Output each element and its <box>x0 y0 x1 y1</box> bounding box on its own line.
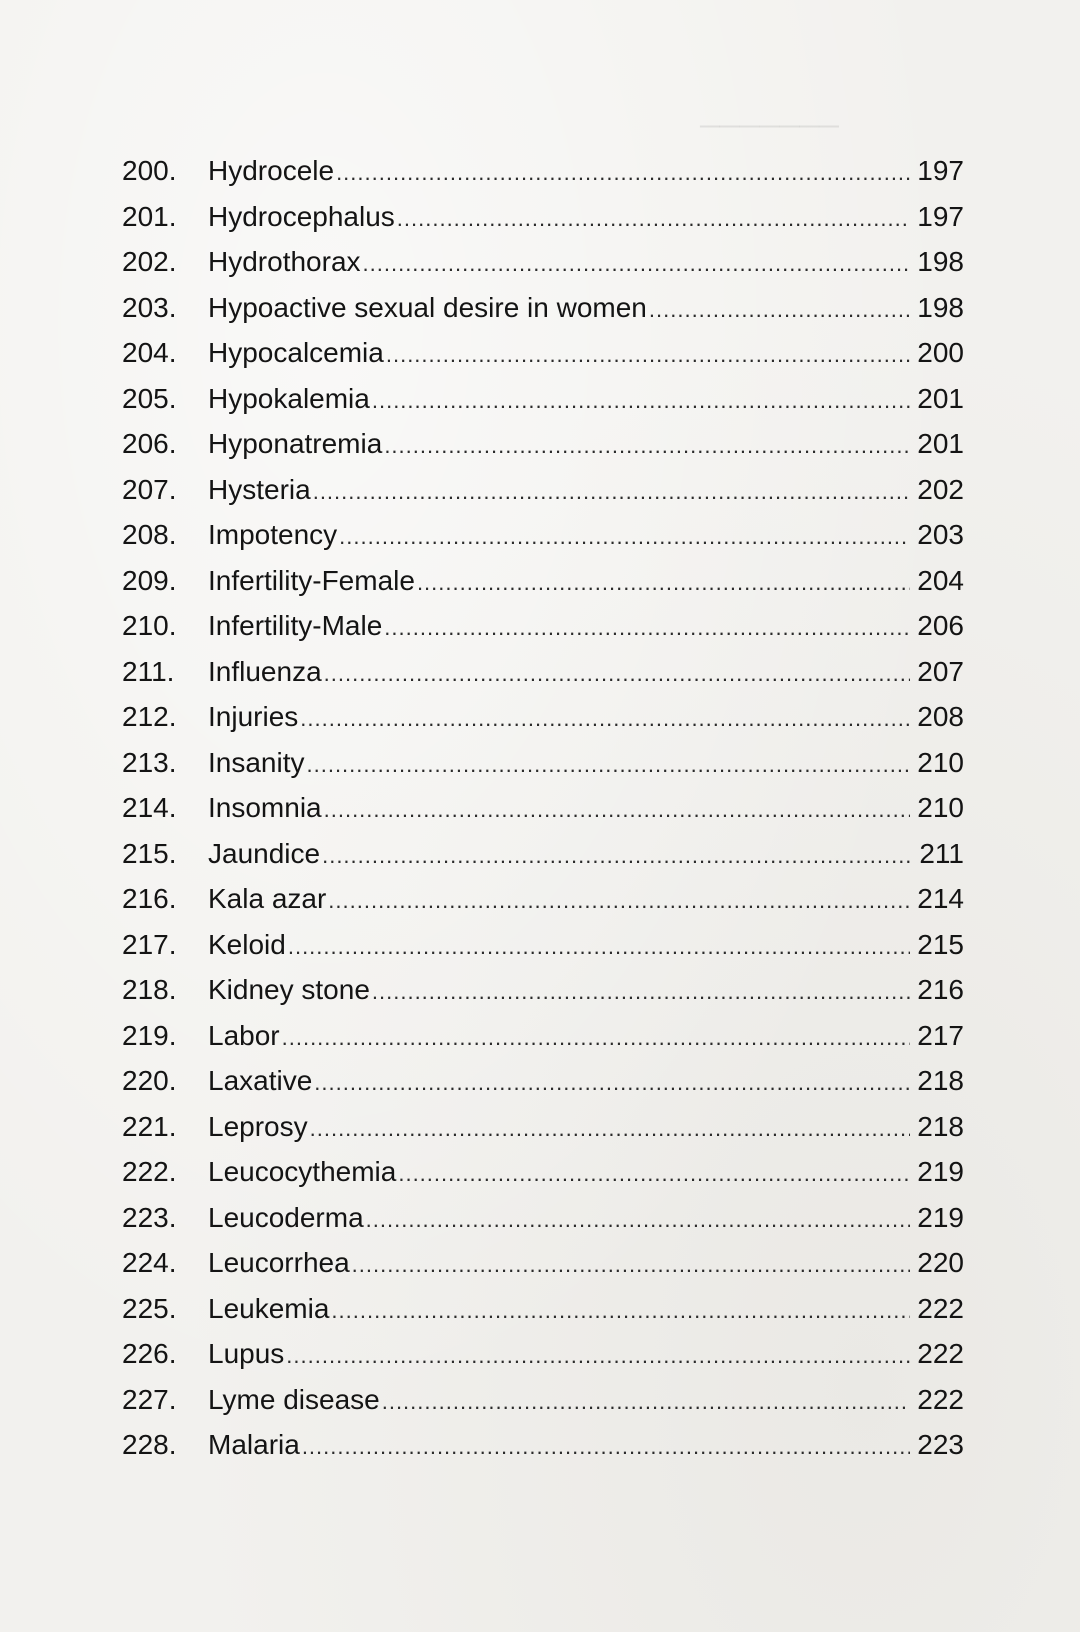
entry-page: 202 <box>917 473 964 505</box>
dot-leader <box>331 1288 910 1334</box>
dot-leader <box>372 969 910 1015</box>
toc-entry <box>122 1013 964 1059</box>
dot-leader <box>314 1060 910 1106</box>
entry-title: Hypokalemia <box>208 382 370 414</box>
entry-number: 206. <box>122 428 177 459</box>
entry-page: 219 <box>917 1156 964 1187</box>
entry-title: Injuries <box>208 701 299 732</box>
entry-page: 222 <box>917 1383 964 1415</box>
dot-leader <box>322 833 910 879</box>
entry-page: 198 <box>917 246 964 277</box>
dot-leader <box>307 742 911 788</box>
entry-title: Laxative <box>208 1065 313 1096</box>
toc-entry <box>122 376 964 422</box>
entry-title: Hydrothorax <box>208 246 361 277</box>
toc-entry <box>122 785 964 831</box>
dot-leader <box>366 1197 910 1243</box>
entry-title: Leucorrhea <box>208 1247 350 1278</box>
entry-page: 201 <box>917 428 964 459</box>
toc-entry <box>122 239 964 285</box>
entry-title: Hypoactive sexual desire in women <box>208 291 647 323</box>
entry-title: Kala azar <box>208 883 327 914</box>
toc-entry <box>122 421 964 467</box>
toc-entry <box>122 1149 964 1195</box>
dot-leader <box>282 1015 910 1061</box>
entry-number: 218. <box>122 974 177 1005</box>
entry-title: Impotency <box>208 519 338 550</box>
entry-title: Infertility-Male <box>208 610 383 641</box>
table-of-contents <box>122 148 964 1468</box>
entry-title: Jaundice <box>208 837 321 869</box>
entry-title: Lupus <box>208 1338 285 1369</box>
dot-leader <box>384 423 910 469</box>
dot-leader <box>398 1151 910 1197</box>
entry-title: Keloid <box>208 928 286 960</box>
entry-title: Insomnia <box>208 792 322 823</box>
entry-page: 216 <box>917 974 964 1005</box>
entry-title: Influenza <box>208 655 322 687</box>
entry-title: Hydrocephalus <box>208 200 395 232</box>
entry-page: 200 <box>917 337 964 368</box>
entry-title: Malaria <box>208 1429 300 1460</box>
entry-number: 222. <box>122 1156 177 1187</box>
toc-entry <box>122 922 964 968</box>
dot-leader <box>313 469 910 515</box>
entry-number: 205. <box>122 382 177 414</box>
entry-title: Hydrocele <box>208 155 335 186</box>
dot-leader <box>417 560 910 606</box>
toc-entry <box>122 512 964 558</box>
dot-leader <box>397 196 910 242</box>
toc-entry <box>122 148 964 194</box>
entry-page: 217 <box>917 1019 964 1051</box>
dot-leader <box>302 1424 910 1470</box>
entry-page: 197 <box>917 155 964 186</box>
entry-number: 215. <box>122 837 177 869</box>
entry-number: 223. <box>122 1201 177 1233</box>
dot-leader <box>384 605 910 651</box>
toc-entry <box>122 1286 964 1332</box>
entry-number: 211. <box>122 655 175 687</box>
entry-page: 222 <box>917 1338 964 1369</box>
entry-page: 198 <box>917 291 964 323</box>
dot-leader <box>336 150 910 196</box>
entry-title: Leucoderma <box>208 1201 364 1233</box>
toc-entry <box>122 1058 964 1104</box>
entry-title: Hypocalcemia <box>208 337 384 368</box>
entry-title: Lyme disease <box>208 1383 380 1415</box>
toc-entry <box>122 831 964 877</box>
entry-page: 218 <box>917 1110 964 1142</box>
toc-entry <box>122 1195 964 1241</box>
dot-leader <box>363 241 910 287</box>
entry-number: 202. <box>122 246 177 277</box>
entry-number: 225. <box>122 1292 177 1324</box>
entry-page: 220 <box>917 1247 964 1278</box>
entry-number: 220. <box>122 1065 177 1096</box>
toc-entry <box>122 467 964 513</box>
dot-leader <box>324 651 910 697</box>
toc-entry <box>122 649 964 695</box>
entry-number: 209. <box>122 564 177 596</box>
entry-number: 217. <box>122 928 177 960</box>
dot-leader <box>310 1106 910 1152</box>
dot-leader <box>288 924 910 970</box>
toc-entry <box>122 740 964 786</box>
entry-page: 208 <box>917 701 964 732</box>
toc-entry <box>122 558 964 604</box>
entry-title: Leucocythemia <box>208 1156 397 1187</box>
dot-leader <box>286 1333 910 1379</box>
toc-entry <box>122 1104 964 1150</box>
entry-page: 201 <box>917 382 964 414</box>
entry-number: 214. <box>122 792 177 823</box>
entry-number: 228. <box>122 1429 177 1460</box>
toc-entry <box>122 967 964 1013</box>
entry-title: Labor <box>208 1019 280 1051</box>
entry-page: 206 <box>917 610 964 641</box>
entry-number: 201. <box>122 200 177 232</box>
entry-title: Hyponatremia <box>208 428 383 459</box>
entry-page: 219 <box>917 1201 964 1233</box>
show-through-decoration: ─────── <box>700 110 839 141</box>
dot-leader <box>372 378 910 424</box>
toc-entry <box>122 1240 964 1286</box>
entry-number: 203. <box>122 291 177 323</box>
entry-number: 224. <box>122 1247 177 1278</box>
entry-number: 221. <box>122 1110 177 1142</box>
entry-page: 203 <box>917 519 964 550</box>
entry-page: 223 <box>917 1429 964 1460</box>
entry-title: Kidney stone <box>208 974 370 1005</box>
dot-leader <box>300 696 910 742</box>
toc-entry <box>122 1331 964 1377</box>
dot-leader <box>352 1242 910 1288</box>
entry-title: Insanity <box>208 746 305 778</box>
entry-number: 207. <box>122 473 177 505</box>
entry-number: 208. <box>122 519 177 550</box>
dot-leader <box>382 1379 910 1425</box>
entry-number: 200. <box>122 155 177 186</box>
entry-page: 211 <box>919 837 964 869</box>
toc-entry <box>122 285 964 331</box>
toc-entry <box>122 1422 964 1468</box>
entry-number: 212. <box>122 701 177 732</box>
entry-title: Leprosy <box>208 1110 308 1142</box>
entry-page: 214 <box>917 883 964 914</box>
entry-number: 219. <box>122 1019 177 1051</box>
toc-entry <box>122 603 964 649</box>
dot-leader <box>386 332 910 378</box>
entry-title: Hysteria <box>208 473 311 505</box>
toc-entry <box>122 876 964 922</box>
toc-entry <box>122 694 964 740</box>
entry-number: 216. <box>122 883 177 914</box>
toc-entry <box>122 1377 964 1423</box>
entry-page: 197 <box>917 200 964 232</box>
entry-page: 204 <box>917 564 964 596</box>
entry-page: 215 <box>917 928 964 960</box>
toc-entry <box>122 330 964 376</box>
entry-page: 207 <box>917 655 964 687</box>
entry-number: 210. <box>122 610 177 641</box>
dot-leader <box>339 514 910 560</box>
entry-page: 218 <box>917 1065 964 1096</box>
entry-number: 227. <box>122 1383 177 1415</box>
toc-entry <box>122 194 964 240</box>
dot-leader <box>649 287 910 333</box>
dot-leader <box>328 878 910 924</box>
entry-page: 210 <box>917 792 964 823</box>
entry-page: 222 <box>917 1292 964 1324</box>
entry-number: 204. <box>122 337 177 368</box>
dot-leader <box>324 787 910 833</box>
entry-number: 226. <box>122 1338 177 1369</box>
entry-number: 213. <box>122 746 177 778</box>
entry-page: 210 <box>917 746 964 778</box>
entry-title: Leukemia <box>208 1292 330 1324</box>
entry-title: Infertility-Female <box>208 564 415 596</box>
